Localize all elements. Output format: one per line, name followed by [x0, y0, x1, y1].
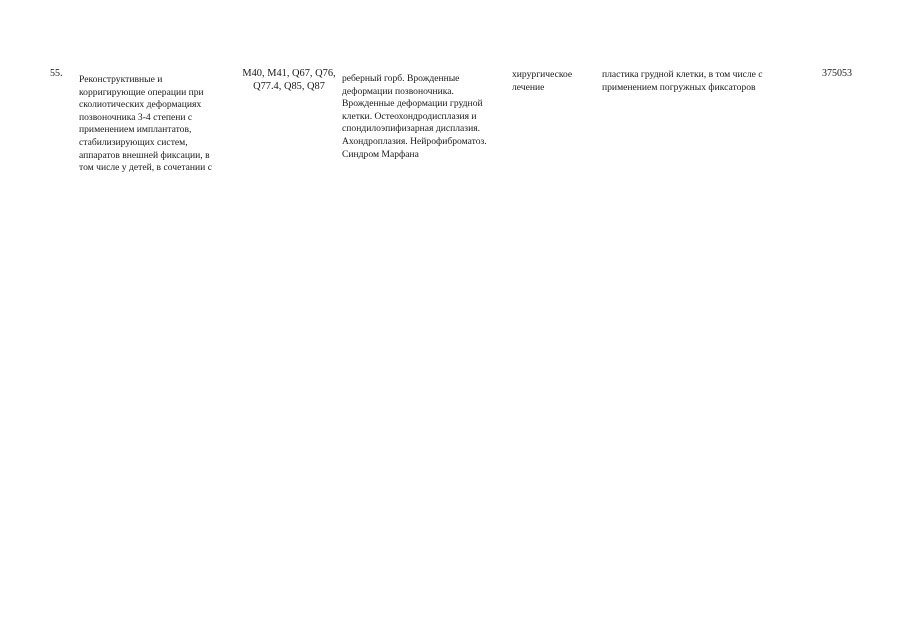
standard-cost: 375053: [822, 68, 852, 79]
patient-model-diagnosis: реберный горб. Врожденные деформации позвоночника. Врожденные деформации грудной клетки. Остеохондродисплазия и спондилоэпифизарная дисплазия. Ахондроплазия. Нейрофиброматоз. Синдром Марфана: [342, 73, 487, 160]
row-number: 55.: [50, 68, 63, 79]
treatment-method: пластика грудной клетки, в том числе с применением погружных фиксаторов: [602, 69, 763, 93]
care-type-name: Реконструктивные и корригирующие операции при сколиотических деформациях позвоночника 3-4 степени с применением имплантатов, стабилизирующих систем, аппаратов внешней фиксации, в том числе у детей, в сочетании с: [79, 74, 212, 174]
treatment-type: хирургическое лечение: [512, 69, 573, 93]
icd-codes: M40, M41, Q67, Q76, Q77.4, Q85, Q87: [242, 68, 336, 92]
